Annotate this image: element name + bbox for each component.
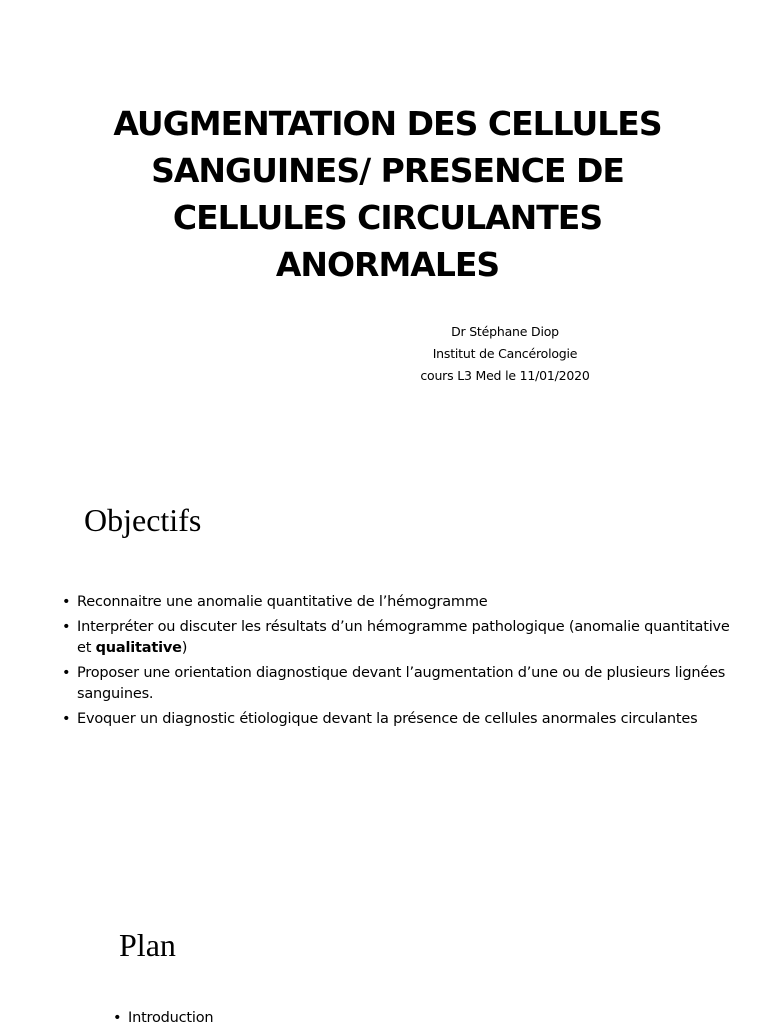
list-item-text: Interpréter ou discuter les résultats d’un hémogramme pathologique (anomalie quantitative et: [77, 618, 730, 656]
title-line: SANGUINES/ PRESENCE DE: [151, 151, 624, 190]
objectifs-heading: Objectifs: [84, 502, 202, 538]
title-line: ANORMALES: [275, 245, 500, 284]
bullet-icon: •: [62, 594, 71, 610]
list-item-bold-text: qualitative: [95, 640, 182, 656]
plan-list: [113, 1008, 713, 1024]
course-date: cours L3 Med le 11/01/2020: [420, 368, 590, 383]
author-info: [380, 321, 630, 387]
list-item-text: Evoquer un diagnostic étiologique devant la présence de cellules anormales circulantes: [77, 710, 698, 727]
bullet-icon: •: [62, 618, 71, 635]
bullet-icon: •: [62, 664, 71, 681]
list-item-text-end: ): [181, 640, 188, 656]
author-name: Dr Stéphane Diop: [451, 324, 559, 339]
list-item: [113, 1008, 713, 1024]
bullet-icon: •: [62, 710, 71, 727]
objectifs-list: [62, 592, 742, 733]
title-line: AUGMENTATION DES CELLULES: [113, 104, 662, 143]
list-item-text: Reconnaitre une anomalie quantitative de l’hémogramme: [77, 594, 488, 610]
list-item: [62, 592, 742, 614]
list-item-text: Introduction: [128, 1010, 214, 1024]
list-item: [62, 617, 742, 660]
presentation-title: [60, 100, 715, 288]
list-item: [62, 663, 742, 706]
plan-heading: Plan: [119, 927, 176, 963]
title-line: CELLULES CIRCULANTES: [172, 198, 603, 237]
institution: Institut de Cancérologie: [432, 346, 578, 361]
list-item: [62, 709, 742, 731]
bullet-icon: •: [113, 1010, 122, 1024]
list-item-text: Proposer une orientation diagnostique devant l’augmentation d’une ou de plusieurs lignées sanguines.: [77, 664, 726, 702]
